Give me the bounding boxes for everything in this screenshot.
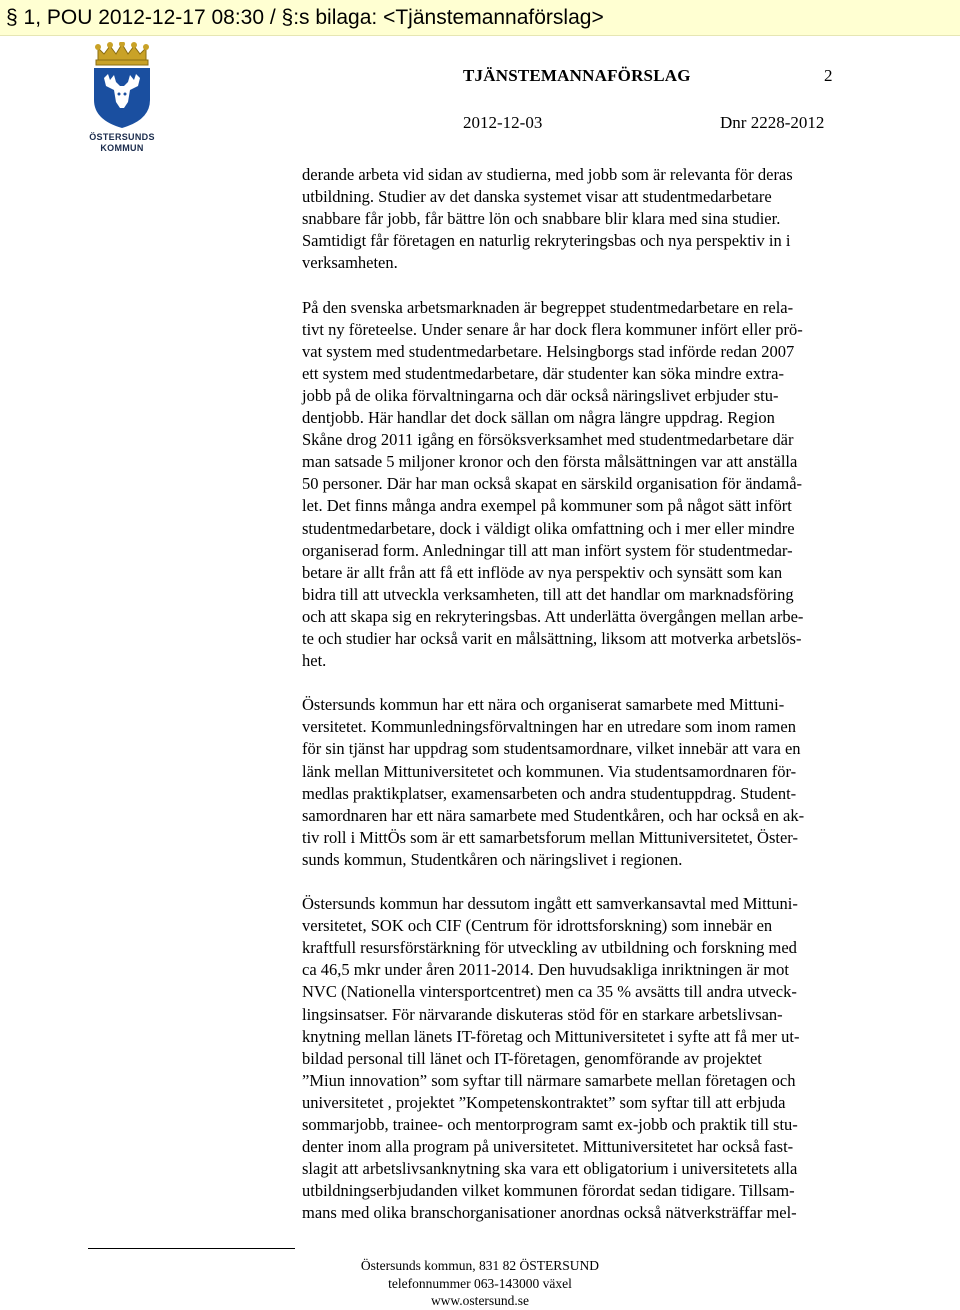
text-line: vat system med studentmedarbetare. Helsingborgs stad införde redan 2007 [302,341,795,361]
document-dnr: Dnr 2228-2012 [720,113,825,132]
text-line: snabbare får jobb, får bättre lön och snabbare blir klara med sina studier. [302,209,781,229]
text-line: tiv roll i MittÖs som är ett samarbetsforum mellan Mittuniversitetet, Öster- [302,827,798,847]
text-line: te och studier har också varit en målsättning, liksom att motverka arbetslös- [302,628,802,648]
annotation-text: § 1, POU 2012-12-17 08:30 / §:s bilaga: <Tjänstemannaförslag> [6,6,604,29]
logo-text-line2: KOMMUN [100,143,144,153]
text-line: mans med olika branschorganisationer anordnas också nätverksträffar mel- [302,1203,797,1223]
text-line: Östersunds kommun har dessutom ingått ett samverkansavtal med Mittuni- [302,894,798,914]
document-type-title: TJÄNSTEMANNAFÖRSLAG [463,66,691,85]
text-line: versitetet, SOK och CIF (Centrum för idrottsforskning) som innebär en [302,916,773,936]
text-line: studentmedarbetare, dock i väldigt olika omfattning och i mer eller mindre [302,518,795,538]
paragraph [302,893,882,1224]
paragraph [302,164,882,274]
paragraph [302,297,882,673]
document-body [302,164,882,1247]
text-line: ”Miun innovation” som syftar till närmare samarbete mellan företagen och [302,1070,796,1090]
page-number: 2 [824,66,833,85]
text-line: utbildningserbjudanden vilket kommunen förordat sedan tidigare. Tillsam- [302,1181,795,1201]
text-line: samordnaren har ett nära samarbete med Studentkåren, och har också en ak- [302,805,805,825]
text-line: Samtidigt får företagen en naturlig rekryteringsbas och nya perspektiv in i [302,231,791,251]
footer-address: Östersunds kommun, 831 82 ÖSTERSUND [360,1258,600,1273]
text-line: jobb på de olika förvaltningarna och där också näringslivet erbjuder stu- [302,385,779,405]
document-date: 2012-12-03 [463,113,543,132]
text-line: het. [302,651,327,671]
text-line: knytning mellan länets IT-företag och Mittuniversitetet i syfte att få mer ut- [302,1026,800,1046]
text-line: På den svenska arbetsmarknaden är begreppet studentmedarbetare en rela- [302,297,794,317]
text-line: universitetet , projektet ”Kompetenskontraktet” som syftar till att erbjuda [302,1092,786,1112]
text-line: medlas praktikplatser, examensarbeten och andra studentuppdrag. Student- [302,783,797,803]
text-line: ca 46,5 mkr under åren 2011-2014. Den huvudsakliga inriktningen är mot [302,960,789,980]
text-line: NVC (Nationella vintersportcentret) men ca 35 % avsätts till andra utveck- [302,982,797,1002]
text-line: bildad personal till länet och IT-företagen, genomförande av projektet [302,1048,762,1068]
text-line: 50 personer. Där har man också skapat en särskild organisation för ändamå- [302,474,803,494]
text-line: versitetet. Kommunledningsförvaltningen har en utredare som inom ramen [302,717,796,737]
text-line: organiserad form. Anledningar till att man infört system för studentmedar- [302,540,793,560]
text-line: let. Det finns många andra exempel på kommuner som på något sätt infört [302,496,792,516]
text-line: för sin tjänst har uppdrag som studentsamordnare, vilket innebär att vara en [302,739,801,759]
text-line: dentjobb. Här handlar det dock sällan om några längre uppdrag. Region [302,408,775,428]
text-line: derande arbeta vid sidan av studierna, med jobb som är relevanta för deras [302,165,793,184]
text-line: Skåne drog 2011 igång en försöksverksamhet med studentmedarbetare där [302,430,794,450]
text-line: slagit att arbetslivsanknytning ska vara ett obligatorium i universitetets alla [302,1159,798,1179]
text-line: man satsade 5 miljoner kronor och den första målsättningen var att anställa [302,452,798,472]
page-footer [0,1257,960,1310]
text-line: och att skapa sig en rekryteringsbas. Att underlätta övergången mellan arbe- [302,606,804,626]
municipality-logo [86,42,158,153]
text-line: ett system med studentmedarbetare, där studenter kan söka mindre extra- [302,363,784,383]
text-line: tivt ny företeelse. Under senare år har dock flera kommuner infört eller prö- [302,319,803,339]
text-line: sommarjobb, trainee- och mentorprogram samt ex-jobb och praktik till stu- [302,1115,798,1135]
coat-of-arms-icon [86,42,158,130]
text-line: sunds kommun, Studentkåren och näringslivet i regionen. [302,849,683,869]
footer-phone: telefonnummer 063-143000 växel [388,1275,572,1291]
text-line: Östersunds kommun har ett nära och organiserat samarbete med Mittuni- [302,695,785,715]
logo-text-line1: ÖSTERSUNDS [89,132,155,142]
text-line: lingsinsatser. För närvarande diskuteras stöd för en starkare arbetslivsan- [302,1004,783,1024]
text-line: denter inom alla program på universitetet. Mittuniversitetet har också fast- [302,1137,794,1157]
footer-web: www.ostersund.se [430,1293,530,1308]
text-line: verksamheten. [302,253,398,273]
paragraph [302,694,882,871]
text-line: länk mellan Mittuniversitetet och kommunen. Via studentsamordnaren för- [302,761,797,781]
footer-divider [88,1248,295,1249]
text-line: bidra till att utveckla verksamheten, till att det handlar om marknadsföring [302,584,794,604]
top-annotation-bar [0,0,960,36]
text-line: betare är allt från att få ett inflöde av nya perspektiv och synsätt som kan [302,562,783,582]
text-line: kraftfull resursförstärkning för utveckling av utbildning och forskning med [302,938,797,958]
text-line: utbildning. Studier av det danska systemet visar att studentmedarbetare [302,187,772,207]
